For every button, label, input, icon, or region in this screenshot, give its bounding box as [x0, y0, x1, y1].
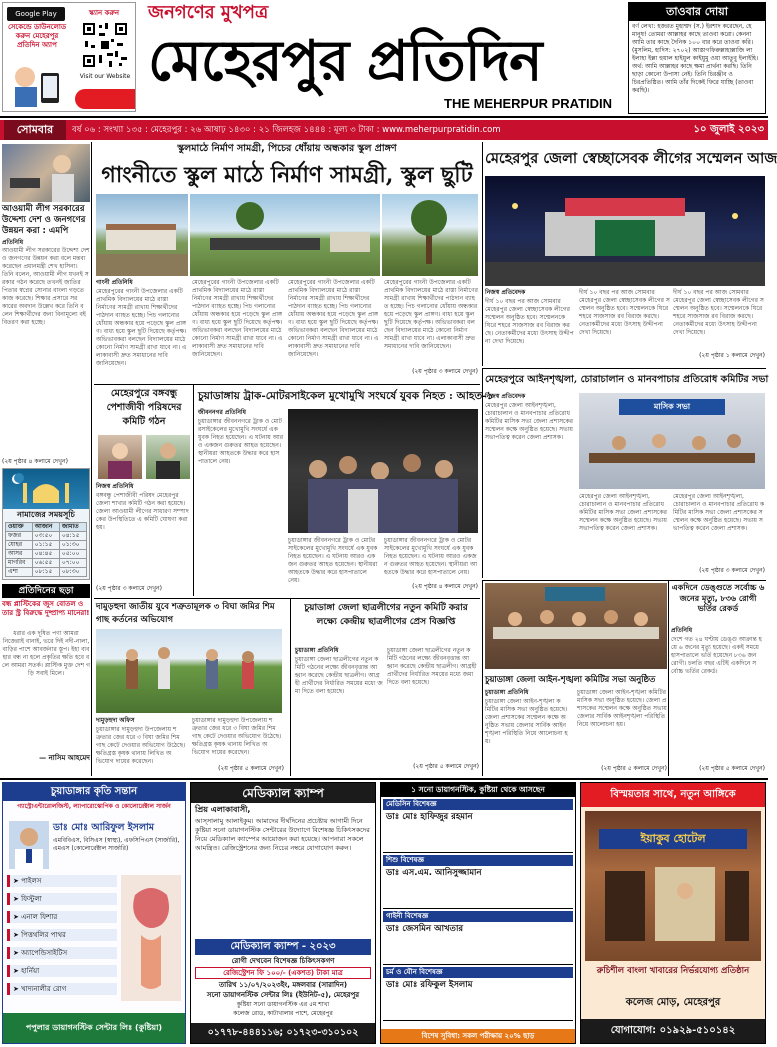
ad-medical-line1: রোগী দেখবেন বিশেষজ্ঞ চিকিৎসকগণ	[231, 957, 335, 965]
chua-law-body-col2: চুয়াডাঙ্গা জেলা আইন-শৃঙ্খলা কমিটির মাসিক সভা অনুষ্ঠিত হয়েছে। জেলা প্রশাসকের সম্মেলন কক্ষে অনুষ্ঠিত সভায় জেলার সার্বিক আইনশৃঙ্খলা পরিস্থিতি নিয়ে আলোচনা হয়।	[577, 689, 667, 728]
prayer-row	[6, 559, 87, 568]
dua-text: বর্ণ লেখ্য: হজরত মুহাম্মদ (স.) ইরশাদ করেছেন, হে মানুষ! তোমরা আল্লাহর কাছে তাওবা করো। কেননা আমি তার কাছে দৈনিক ১০০ বার করে তাওবা করি। (মুসলিম, হাদিস: ২৭০২) আস্তাগফিরুল্লাহাল্লাজি লা ইলাহা ইল্লা হুয়াল হাইয়ুল কাইয়ুমু ওয়া আতুবু ইলাইহি। অর্থ: আমি আল্লাহর কাছে ক্ষমা প্রার্থনা করছি। তিনি ছাড়া কোনো উপাস্য নেই। তিনি চিরঞ্জীব ও চিরপ্রতিষ্ঠিত। আমি তাঁর দিকেই ফিরে যাচ্ছি (তাওবা করছি)।	[632, 23, 759, 94]
prayer-cell: মাগরিব	[6, 559, 33, 568]
page-title: মেহেরপুর প্রতিদিন	[148, 28, 542, 94]
ad-doctor-service-item: ➤ হার্নিয়া	[7, 965, 117, 977]
ad-medical-greeting: প্রিয় এলাকাবাসী,	[195, 805, 251, 814]
ad-medical-camp[interactable]	[190, 782, 376, 1044]
ad-hotel-top: বিস্ময়তার সাথে, নতুন আঙ্গিকে	[581, 783, 765, 807]
mosque-icon	[3, 469, 89, 509]
left-body: আওয়ামী লীগ সরকারের উদ্দেশ্য দেশ ও জনগণের উন্নয়ন করা বলে মন্তব্য করেছেন প্রধানমন্ত্রী শেখ হাসিনা। তিনি বলেন, আওয়ামী লীগ যখনই সরকার গঠন করেছে তখনই জাতির পিতার স্বপ্নের সোনার বাংলা গড়তে কাজ করেছে। শিক্ষার প্রসারে সরকারের অবদান উল্লেখ করে তিনি বলেন শিক্ষার্থীদের জন্য বিনামূল্যে বই বিতরণ করা হচ্ছে।	[2, 247, 90, 326]
ad-hotel[interactable]	[580, 782, 766, 1044]
prayer-cell: ০৬:৫৫	[32, 559, 59, 568]
damurhuda-headline: দামুড়হুদা জাতীয় যুবে শত্রুতামূলক ৩ বিঘা জমির শিম গাছ কর্তনের অভিযোগ	[96, 602, 275, 625]
ad-doctor-footer: পপুলার ডায়াগনস্টিক সেন্টার লিঃ (কুষ্টিয়া)	[3, 1013, 185, 1043]
prayer-row	[6, 541, 87, 550]
bangabandhu-byline: নিজস্ব প্রতিনিধি	[96, 483, 134, 490]
ad-sono-footer: বিশেষ সুবিধা: সকল পরীক্ষায় ২০% ছাড়	[381, 1029, 575, 1043]
prayer-cell: ০৩:৫০	[32, 532, 59, 541]
law-body-col3: মেহেরপুর জেলা আইনশৃঙ্খলা, চোরাচালান ও মানবপাচার প্রতিরোধ কমিটির মাসিক সভা জেলা প্রশাসকের সম্মেলন কক্ষে অনুষ্ঠিত হয়েছে। সভায় সভাপতিত্ব করেন জেলা প্রশাসক।	[673, 493, 765, 532]
swecha-photo	[485, 176, 765, 286]
ad-sono-doctor-name: ডাঃ জেসমিন আখতার	[386, 924, 464, 934]
damurhuda-photo	[96, 629, 282, 713]
swecha-headline: মেহেরপুর জেলা স্বেচ্ছাসেবক লীগের সম্মেলন আজ	[485, 150, 777, 167]
dua-box	[628, 2, 766, 114]
accident-body-col2: চুয়াডাঙ্গার জীবননগরে ট্রাক ও মোটরসাইকেলের মুখোমুখি সংঘর্ষে এক যুবক নিহত হয়েছেন। এ ঘটনায় আরও একজন গুরুতর আহত হয়েছেন। স্থানীয়রা আহতকে উদ্ধার করে হাসপাতালে নেয়।	[288, 537, 378, 584]
ad-sono-doctor-role: মেডিসিন বিশেষজ্ঞ	[383, 799, 573, 810]
lead-body-col1: মেহেরপুরের গাংনী উপজেলার একটি প্রাথমিক বিদ্যালয়ের মাঠে রাস্তা নির্মাণের সামগ্রী রাখায় শিক্ষার্থীদের পাঠদান ব্যাহত হচ্ছে। পিচ গলানোর ধোঁয়ায় অন্ধকার হয়ে পড়েছে স্কুল প্রাঙ্গণ। বাধ্য হয়ে স্কুল ছুটি দিয়েছে কর্তৃপক্ষ। অভিভাবকরা বলছেন বিদ্যালয়ের মাঠে কোনো নির্মাণ সামগ্রী রাখা যাবে না। এলাকাবাসী দ্রুত সমাধানের দাবি জানিয়েছেন।	[96, 288, 187, 367]
lead-cont: (২য় পৃষ্ঠার ৩ কলামে দেখুন)	[412, 368, 478, 375]
swecha-cont: (২য় পৃষ্ঠার ১ কলামে দেখুন)	[699, 352, 765, 359]
chua-law-story	[482, 580, 668, 776]
bangabandhu-photo-1	[98, 435, 142, 479]
ad-sono-doctor-name: ডাঃ এস.এম. আনিসুজ্জামান	[386, 868, 482, 878]
poem-author: — নাসিম আহমেদ	[39, 754, 90, 762]
ad-hotel-line: রুচিশীল বাংলা খাবারের নির্ভরযোগ্য প্রতিষ্ঠান	[596, 966, 750, 976]
chhatra-headline: চুয়াডাঙ্গা জেলা ছাত্রলীগের নতুন কমিটি করার লক্ষ্যে কেন্দ্রীয় ছাত্রলীগের প্রেস বিজ্ঞপ্তি	[304, 603, 468, 627]
left-cont: (২য় পৃষ্ঠার ৪ কলামে দেখুন)	[2, 458, 68, 465]
swecha-byline: নিজস্ব প্রতিবেদক	[485, 289, 526, 296]
left-byline: প্রতিনিধি	[2, 239, 24, 246]
ad-hotel-photo	[585, 811, 761, 961]
prayer-cell: ওয়াক্ত	[6, 523, 33, 532]
swecha-body-col3: দীর্ঘ ১০ বছর পর আজ সোমবার মেহেরপুর জেলা স্বেচ্ছাসেবক লীগের সম্মেলন অনুষ্ঠিত হবে। সম্মেলনকে ঘিরে শহরে সাজসাজ রব বিরাজ করছে। নেতাকর্মীদের মধ্যে উৎসাহ উদ্দীপনা দেখা দিয়েছে।	[673, 289, 764, 336]
prayer-cell: ০৮:১৫	[32, 568, 59, 577]
prayer-cell: জামাত	[59, 523, 86, 532]
prayer-table	[5, 522, 87, 577]
law-cont: (২য় পৃষ্ঠার ৩ কলামে দেখুন)	[699, 567, 765, 574]
ad-doctor-service-item: ➤ অ্যাপেন্ডিসাইটিস	[7, 947, 117, 959]
prayer-row	[6, 550, 87, 559]
prayer-title: নামাজের সময়সূচি	[17, 510, 75, 519]
law-photo-banner: মাসিক সভা	[619, 399, 725, 415]
ad-sono-doctor-item	[383, 911, 573, 965]
chhatra-body-col1: চুয়াডাঙ্গা জেলা ছাত্রলীগের নতুন কমিটি গঠনের লক্ষ্যে জীবনবৃত্তান্ত আহ্বান করেছে কেন্দ্রীয় ছাত্রলীগ। আগ্রহী প্রার্থীদের নির্ধারিত সময়ের মধ্যে জমা দিতে বলা হয়েছে।	[295, 656, 383, 695]
ad-doctor-services	[7, 875, 117, 1005]
law-body-col2: মেহেরপুর জেলা আইনশৃঙ্খলা, চোরাচালান ও মানবপাচার প্রতিরোধ কমিটির মাসিক সভা জেলা প্রশাসকের সম্মেলন কক্ষে অনুষ্ঠিত হয়েছে। সভায় সভাপতিত্ব করেন জেলা প্রশাসক।	[579, 493, 667, 532]
accident-body-col3: চুয়াডাঙ্গার জীবননগরে ট্রাক ও মোটরসাইকেলের মুখোমুখি সংঘর্ষে এক যুবক নিহত হয়েছেন। এ ঘটনায় আরও একজন গুরুতর আহত হয়েছেন। স্থানীয়রা আহতকে উদ্ধার করে হাসপাতালে নেয়।	[384, 537, 477, 576]
chhatra-byline: চুয়াডাঙ্গা প্রতিনিধি	[295, 647, 339, 654]
ad-doctor-service-item: ➤ ফিস্টুলা	[7, 893, 117, 905]
damurhuda-story	[94, 598, 290, 776]
ad-doctor-service-item: ➤ খাদ্যনালীর রোগ	[7, 983, 117, 995]
dengue-story	[668, 580, 766, 776]
ads-row	[0, 778, 768, 1047]
masthead	[0, 0, 768, 118]
ad-sono-doctor-role: চর্ম ও যৌন বিশেষজ্ঞ	[383, 967, 573, 978]
damurhuda-body-col2: চুয়াডাঙ্গার দামুড়হুদা উপজেলায় শত্রুতার জের ধরে ৩ বিঘা জমির শিম গাছ কেটে দেওয়ার অভিযোগ উঠেছে। ক্ষতিগ্রস্ত কৃষক থানায় লিখিত অভিযোগ দায়ের করেছেন।	[192, 717, 282, 756]
app-promo-box[interactable]	[2, 2, 136, 112]
dengue-body: দেশে গত ২৪ ঘণ্টায় ডেঙ্গু আক্রান্ত হয়ে ৬ জনের মৃত্যু হয়েছে। একই সময়ে হাসপাতালে ভর্তি হয়েছেন ৮৩৬ জন রোগী। চলতি বছর এটিই একদিনে সর্বোচ্চ ভর্তির রেকর্ড।	[671, 636, 762, 675]
ad-medical-venue: সনো ডায়াগনস্টিক সেন্টার লিঃ (ইউনিট-৫), মেহেরপুর	[206, 991, 360, 999]
swecha-body-col2: দীর্ঘ ১০ বছর পর আজ সোমবার মেহেরপুর জেলা স্বেচ্ছাসেবক লীগের সম্মেলন অনুষ্ঠিত হবে। সম্মেলনকে ঘিরে শহরে সাজসাজ রব বিরাজ করছে। নেতাকর্মীদের মধ্যে উৎসাহ উদ্দীপনা দেখা দিয়েছে।	[579, 289, 670, 336]
ad-sono-doctor-name: ডাঃ মোঃ হাফিজুর রহমান	[386, 812, 473, 822]
accident-story	[194, 384, 494, 596]
chua-law-body-col1: চুয়াডাঙ্গা জেলা আইন-শৃঙ্খলা কমিটির মাসিক সভা অনুষ্ঠিত হয়েছে। জেলা প্রশাসকের সম্মেলন কক্ষে অনুষ্ঠিত সভায় জেলার সার্বিক আইনশৃঙ্খলা পরিস্থিতি নিয়ে আলোচনা হয়।	[485, 698, 568, 745]
ad-medical-date: তারিখ ১১/০৭/২০২৩ইং, মঙ্গলবার (সারাদিন)	[218, 981, 348, 989]
ad-doctor-service-item: ➤ পাইলস	[7, 875, 117, 887]
ad-sono-doctor-name: ডাঃ মোঃ রফিকুল ইসলাম	[386, 980, 473, 990]
ad-medical-fee: রেজিস্ট্রেশন ফি ১০০/- (একশত) টাকা মাত্র	[195, 967, 371, 979]
dateline-bar	[0, 120, 768, 140]
dengue-byline: প্রতিনিধি	[671, 627, 693, 634]
ad-medical-address: কলেজ রোড, কাটাখালার পাশে, মেহেরপুর	[233, 1010, 333, 1017]
ad-sono-doctor-item	[383, 799, 573, 853]
ad-sono-doctor-role: শিশু বিশেষজ্ঞ	[383, 855, 573, 866]
left-headline: আওয়ামী লীগ সরকারের উদ্দেশ্য দেশ ও জনগণের উন্নয়ন করা : এমপি	[2, 204, 86, 236]
poem-title: প্রতিদিনের ছড়া	[2, 584, 90, 598]
prayer-box	[2, 468, 90, 580]
prayer-cell: যোহর	[6, 541, 33, 550]
tagline: জনগণের মুখপত্র	[148, 2, 269, 23]
ad-doctor-photo	[9, 821, 49, 869]
phone-illustration	[7, 59, 67, 109]
swecha-story	[482, 142, 777, 366]
prayer-row	[6, 532, 87, 541]
bangabandhu-body: বঙ্গবন্ধু পেশাজীবী পরিষদ মেহেরপুর জেলা শাখার কমিটি গঠন করা হয়েছে। জেলা আওয়ামী লীগের সাধারণ সম্পাদকের উপস্থিতিতে এ কমিটি ঘোষণা করা হয়।	[96, 492, 189, 531]
law-photo	[579, 393, 765, 489]
ad-doctor-service-item: ➤ এনাল ফিশার	[7, 911, 117, 923]
accident-byline: জীবননগর প্রতিনিধি	[198, 409, 246, 416]
poem-body: ধরার এক দূষিত পণ্য আমরা নিজেরাই বানাই, ভরে দিই নদী-নালা, বাড়ির পাশে আবর্জনার স্তূপ। ইহা ব্যবহার বন্ধ না হলে প্রকৃতির ক্ষতি হবে বলে আমরা সতর্ক। প্লাস্টিক মুক্ত দেশ গড়ি সবাই মিলে।	[2, 630, 90, 677]
ad-sono-doctor-role: গাইনী বিশেষজ্ঞ	[383, 911, 573, 922]
prayer-cell: ০৪:৪৫	[32, 550, 59, 559]
ad-medical-venue2: কুষ্টিয়া সনো ডায়াগনস্টিক এর ৫ম শাখা	[236, 1001, 330, 1008]
bangabandhu-headline: মেহেরপুরে বঙ্গবন্ধু পেশাজীবী পরিষদের কমিটি গঠন	[106, 388, 182, 427]
ad-medical-title: মেডিক্যাল ক্যাম্প	[191, 783, 375, 803]
dengue-headline: একদিনে ডেঙ্গুতে সর্বোচ্চ ৬ জনের মৃত্যু, ৮৩৬ রোগী ভর্তির রেকর্ড	[671, 583, 765, 613]
damurhuda-cont: (২য় পৃষ্ঠার ৫ কলামে দেখুন)	[218, 765, 284, 772]
bangabandhu-photo-2	[146, 435, 190, 479]
ad-hotel-sign: ইয়াকুব হোটেল	[599, 829, 747, 849]
lead-headline: গাংনীতে স্কুল মাঠে নির্মাণ সামগ্রী, স্কুল ছুটি	[101, 162, 473, 188]
law-byline: নিজস্ব প্রতিবেদক	[485, 393, 526, 400]
qr-caption: স্ক্যান করুন	[88, 9, 120, 17]
bangabandhu-cont: (২য় পৃষ্ঠার ৩ কলামে দেখুন)	[96, 585, 162, 592]
ad-medical-phones[interactable]: ০১৭৭৮-৪৪৪১১৬; ০১৭২৩-৩১০১০২	[191, 1023, 375, 1043]
qr-subcaption: Visit our Website	[79, 73, 131, 80]
lead-photo-school	[96, 194, 188, 276]
ad-doctor-illustration	[121, 875, 181, 1001]
lead-photo-tree	[382, 194, 478, 276]
accident-cont: (২য় পৃষ্ঠার ৪ কলামে দেখুন)	[412, 583, 478, 590]
prayer-cell: ০৫:০০	[59, 550, 86, 559]
lead-kicker: স্কুলমাঠে নির্মাণ সামগ্রী, পিচের ধোঁয়ায় অন্ধকার স্কুল প্রাঙ্গণ	[177, 143, 397, 154]
prayer-cell: আজান	[32, 523, 59, 532]
swecha-body-col1: দীর্ঘ ১০ বছর পর আজ সোমবার মেহেরপুর জেলা স্বেচ্ছাসেবক লীগের সম্মেলন অনুষ্ঠিত হবে। সম্মেলনকে ঘিরে শহরে সাজসাজ রব বিরাজ করছে। নেতাকর্মীদের মধ্যে উৎসাহ উদ্দীপনা দেখা দিয়েছে।	[485, 298, 574, 345]
ad-doctor-header: চুয়াডাঙ্গার কৃতি সন্তান	[3, 783, 185, 801]
dateline-date: ১০ জুলাই ২০২৩	[693, 124, 764, 135]
prayer-cell: ০৮:৩০	[59, 568, 86, 577]
lead-body-col3: মেহেরপুরের গাংনী উপজেলার একটি প্রাথমিক বিদ্যালয়ের মাঠে রাস্তা নির্মাণের সামগ্রী রাখায় শিক্ষার্থীদের পাঠদান ব্যাহত হচ্ছে। পিচ গলানোর ধোঁয়ায় অন্ধকার হয়ে পড়েছে স্কুল প্রাঙ্গণ। বাধ্য হয়ে স্কুল ছুটি দিয়েছে কর্তৃপক্ষ। অভিভাবকরা বলছেন বিদ্যালয়ের মাঠে কোনো নির্মাণ সামগ্রী রাখা যাবে না। এলাকাবাসী দ্রুত সমাধানের দাবি জানিয়েছেন।	[288, 279, 379, 358]
accident-photo	[288, 409, 478, 533]
law-body-col1: মেহেরপুর জেলা আইনশৃঙ্খলা, চোরাচালান ও মানবপাচার প্রতিরোধ কমিটির মাসিক সভা জেলা প্রশাসকের সম্মেলন কক্ষে অনুষ্ঠিত হয়েছে। সভায় সভাপতিত্ব করেন জেলা প্রশাসক।	[485, 402, 573, 441]
prayer-cell: আসর	[6, 550, 33, 559]
damurhuda-byline: দামুড়হুদা অফিস	[96, 717, 135, 724]
ad-sono-doctor-item	[383, 855, 573, 909]
prayer-row	[6, 568, 87, 577]
ad-medical-banner: মেডিক্যাল ক্যাম্প - ২০২৩	[195, 939, 371, 955]
prayer-cell: ০১:১৫	[32, 541, 59, 550]
chhatra-body-col2: চুয়াডাঙ্গা জেলা ছাত্রলীগের নতুন কমিটি গঠনের লক্ষ্যে জীবনবৃত্তান্ত আহ্বান করেছে কেন্দ্রীয় ছাত্রলীগ। আগ্রহী প্রার্থীদের নির্ধারিত সময়ের মধ্যে জমা দিতে বলা হয়েছে।	[387, 647, 477, 686]
ad-doctor[interactable]	[2, 782, 186, 1044]
lead-body-col4: মেহেরপুরের গাংনী উপজেলার একটি প্রাথমিক বিদ্যালয়ের মাঠে রাস্তা নির্মাণের সামগ্রী রাখায় শিক্ষার্থীদের পাঠদান ব্যাহত হচ্ছে। পিচ গলানোর ধোঁয়ায় অন্ধকার হয়ে পড়েছে স্কুল প্রাঙ্গণ। বাধ্য হয়ে স্কুল ছুটি দিয়েছে কর্তৃপক্ষ। অভিভাবকরা বলছেন বিদ্যালয়ের মাঠে কোনো নির্মাণ সামগ্রী রাখা যাবে না। এলাকাবাসী দ্রুত সমাধানের দাবি জানিয়েছেন।	[384, 279, 478, 350]
left-column	[0, 142, 92, 776]
chhatra-cont: (২য় পৃষ্ঠার ৫ কলামে দেখুন)	[413, 763, 479, 770]
ad-doctor-degrees: এমবিবিএস, বিসিএস (স্বাস্থ্য), এফসিপিএস (সার্জারি), এমএস (কোলোরেক্টাল সার্জারি)	[53, 837, 180, 852]
accident-body-col1: চুয়াডাঙ্গার জীবননগরে ট্রাক ও মোটরসাইকেলের মুখোমুখি সংঘর্ষে এক যুবক নিহত হয়েছেন। এ ঘটনায় আরও একজন গুরুতর আহত হয়েছেন। স্থানীয়রা আহতকে উদ্ধার করে হাসপাতালে নেয়।	[198, 418, 284, 465]
law-story	[482, 368, 769, 578]
prayer-header-row	[6, 523, 87, 532]
ad-sono-doctor-item	[383, 967, 573, 1021]
chua-law-headline: চুয়াডাঙ্গা জেলা আইন-শৃঙ্খলা কমিটির সভা অনুষ্ঠিত	[485, 674, 656, 684]
ad-hotel-address: কলেজ মোড়, মেহেরপুর	[625, 997, 721, 1008]
lead-photo-field	[190, 194, 380, 276]
dua-title: তাওবার দোয়া	[629, 3, 765, 21]
chua-law-photo	[485, 583, 667, 669]
poem-heading: বন্ধ প্লাস্টিকের জুস বোতল ও তার স্ট্র বিরুদ্ধে দুষ্প্রাপ্য মানেরা!	[2, 600, 90, 617]
prayer-cell: ০৭:০০	[59, 559, 86, 568]
prayer-cell: ফজর	[6, 532, 33, 541]
ad-sono[interactable]	[380, 782, 576, 1044]
dateline-day: সোমবার	[4, 120, 66, 140]
chua-law-cont: (২য় পৃষ্ঠার ৫ কলামে দেখুন)	[601, 765, 667, 772]
dateline-info: বর্ষ ০৬ : সংখ্যা ১৩৫ : মেহেরপুর : ২৬ আষাঢ় ১৪৩০ : ২১ জিলহজ ১৪৪৪ : মূল্য ৩ টাকা : www.meherpurpratidin.com	[72, 125, 501, 135]
ad-doctor-sub: গ্যাস্ট্রোএন্টারোলজিস্ট, ল্যাপারোস্কোপিক ও কোলোরেক্টাল সার্জন	[17, 803, 171, 810]
chua-law-byline: চুয়াডাঙ্গা প্রতিনিধি	[485, 689, 529, 696]
accident-headline: চুয়াডাঙ্গায় ট্রাক-মোটরসাইকেল মুখোমুখি সংঘর্ষে যুবক নিহত : আহত-১	[198, 390, 494, 402]
prayer-cell: ০৪:১৫	[59, 532, 86, 541]
ad-medical-body: আস্সালামু আলাইকুম। আমাদের দীর্ঘদিনের প্রচেষ্টায় আগামী দিনে কুষ্টিয়া সনো ডায়াগনস্টিক সেন্টারের উদ্যোগে বিশেষজ্ঞ চিকিৎসকদের নিয়ে মেডিক্যাল ক্যাম্পের আয়োজন করা হয়েছে। আপনারা সকলে আমন্ত্রিত। রেজিস্ট্রেশনের জন্য নিচের নম্বরে যোগাযোগ করুন।	[195, 817, 370, 852]
prayer-cell: এশা	[6, 568, 33, 577]
chhatra-story	[290, 598, 480, 776]
law-headline: মেহেরপুরে আইনশৃঙ্খলা, চোরাচালান ও মানবপাচার প্রতিরোধ কমিটির সভা	[485, 374, 769, 385]
ad-doctor-service-item: ➤ পিত্তথলির পাথর	[7, 929, 117, 941]
bangabandhu-story	[94, 384, 194, 596]
red-accent	[75, 89, 135, 109]
damurhuda-body-col1: চুয়াডাঙ্গার দামুড়হুদা উপজেলায় শত্রুতার জের ধরে ৩ বিঘা জমির শিম গাছ কেটে দেওয়ার অভিযোগ উঠেছে। ক্ষতিগ্রস্ত কৃষক থানায় লিখিত অভিযোগ দায়ের করেছেন।	[96, 726, 186, 765]
prayer-cell: ০১:৩০	[59, 541, 86, 550]
lead-body-col2: মেহেরপুরের গাংনী উপজেলার একটি প্রাথমিক বিদ্যালয়ের মাঠে রাস্তা নির্মাণের সামগ্রী রাখায় শিক্ষার্থীদের পাঠদান ব্যাহত হচ্ছে। পিচ গলানোর ধোঁয়ায় অন্ধকার হয়ে পড়েছে স্কুল প্রাঙ্গণ। বাধ্য হয়ে স্কুল ছুটি দিয়েছে কর্তৃপক্ষ। অভিভাবকরা বলছেন বিদ্যালয়ের মাঠে কোনো নির্মাণ সামগ্রী রাখা যাবে না। এলাকাবাসী দ্রুত সমাধানের দাবি জানিয়েছেন।	[192, 279, 283, 358]
dengue-cont: (২য় পৃষ্ঠার ৫ কলামে দেখুন)	[699, 765, 765, 772]
ad-hotel-phone[interactable]: যোগাযোগ: ০১৯২৯-৫১০১৪২	[581, 1019, 765, 1043]
english-title: THE MEHERPUR PRATIDIN	[444, 96, 613, 111]
lead-story	[94, 142, 480, 382]
ad-sono-header: ১ সনো ডায়াগনস্টিক, কুষ্টিয়া থেকে আসছেন	[381, 783, 575, 797]
pm-photo	[2, 144, 90, 202]
app-promo-text: সেকেন্ডে ডাউনলোড করুন মেহেরপুর প্রতিদিন অ্যাপ	[7, 23, 67, 49]
ad-sono-doctor-list	[381, 799, 575, 1025]
lead-byline: গাংনী প্রতিনিধি	[96, 279, 133, 286]
google-play-badge[interactable]: Google Play	[7, 7, 65, 21]
qr-code-icon[interactable]	[81, 21, 129, 69]
ad-doctor-name: ডাঃ মোঃ আরিফুল ইসলাম	[53, 822, 155, 833]
